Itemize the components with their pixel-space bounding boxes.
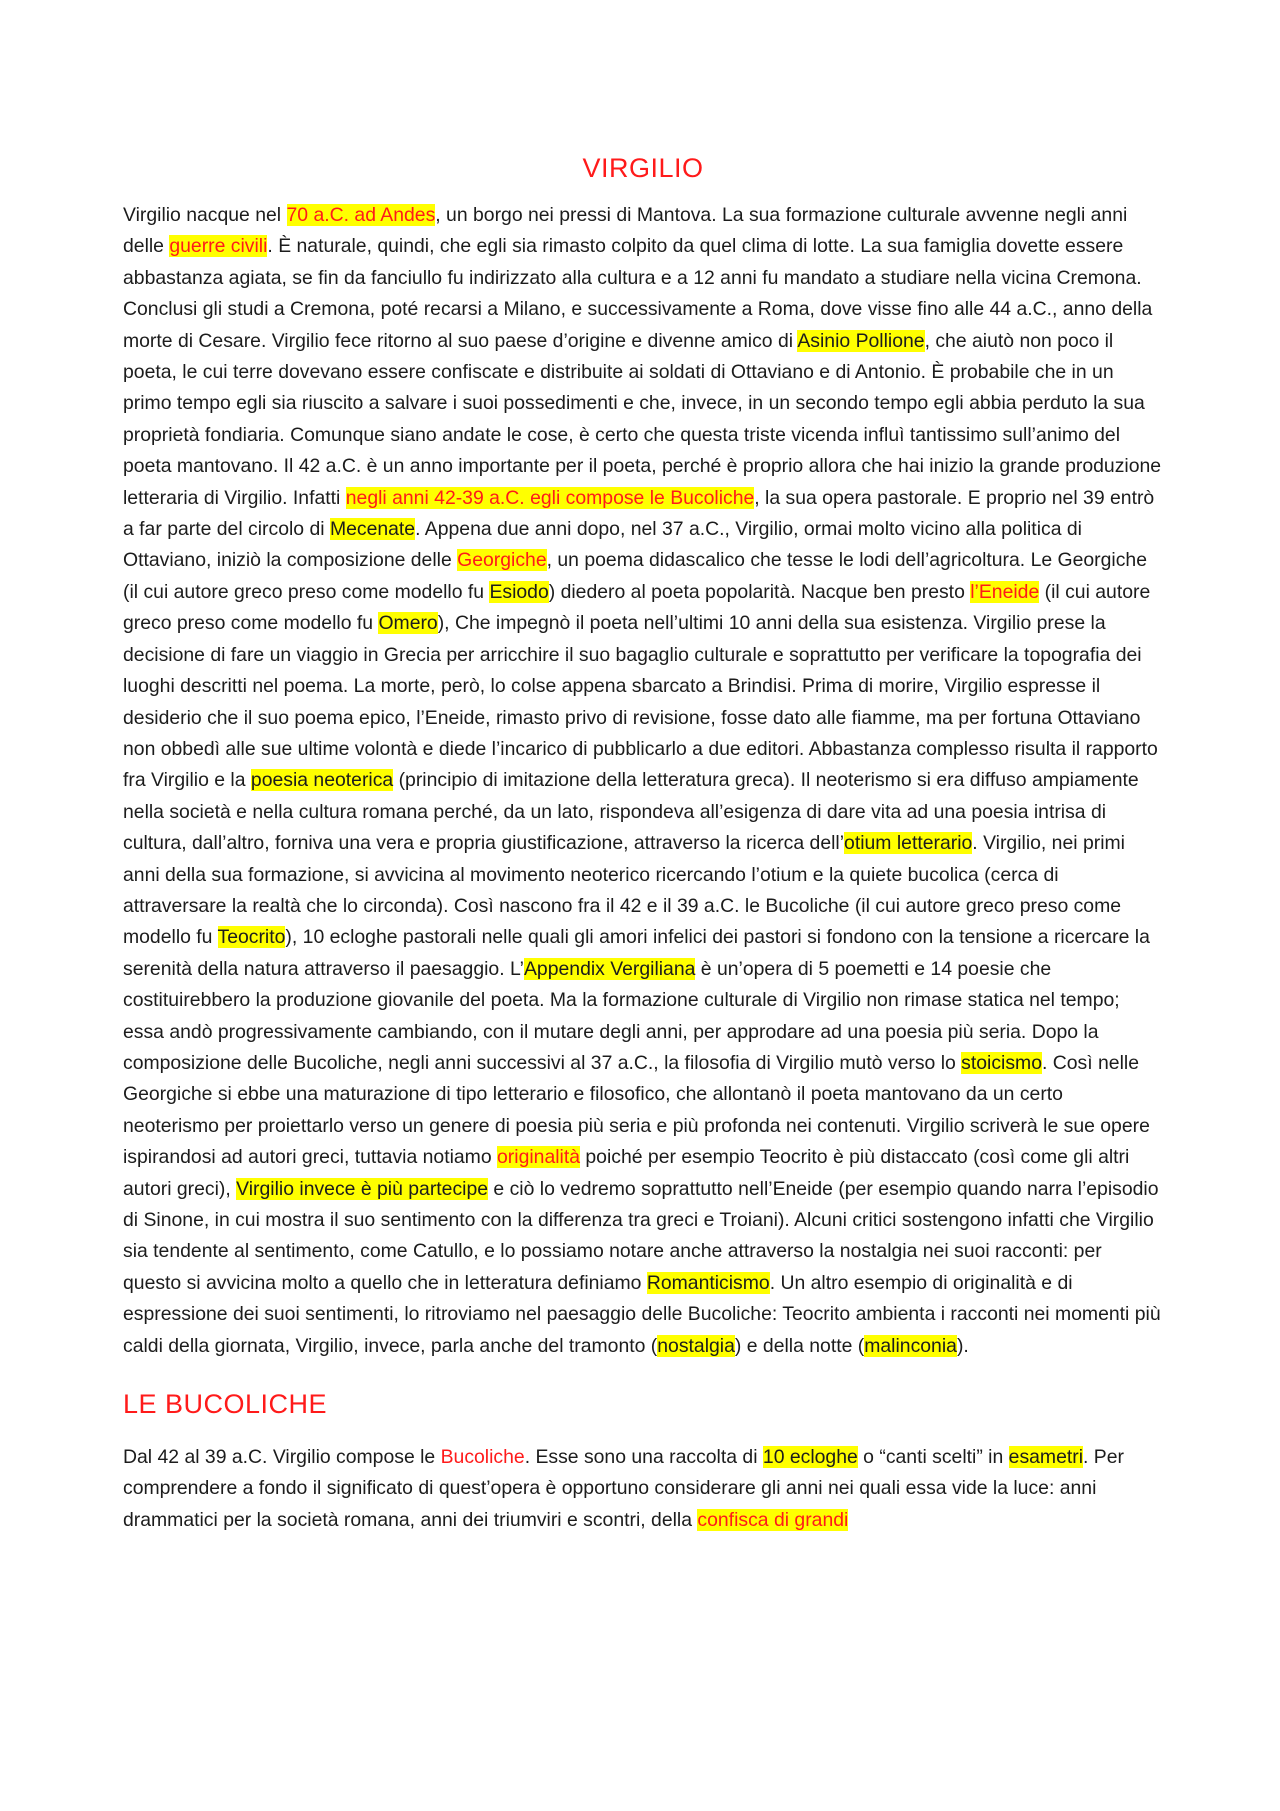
text-run: (principio di imitazione della letteratura greca). Il neoterismo si era diffuso ampiamente nella società e nella cultura romana perché, da un lato, rispondeva all’esigenza di dare vita ad una poesia intrisa di cultura, dall’altro, forniva una vera e propria giustificazione, attraverso la ricerca dell’ [123,769,1139,855]
highlighted-term: stoicismo [961,1051,1042,1074]
highlighted-term: Virgilio invece è più partecipe [236,1177,489,1200]
text-run: ). [956,1334,969,1357]
highlighted-term: otium letterario [844,832,973,855]
text-run: , la sua opera pastorale. E proprio nel 39 entrò a far parte del circolo di [123,486,1155,541]
text-run: ), Che impegnò il poeta nell’ultimi 10 anni della sua esistenza. Virgilio prese la decisione di fare un viaggio in Grecia per arricchire il suo bagaglio culturale e soprattutto per verificare la topografia dei luoghi descritti nel poema. La morte, però, lo colse appena sbarcato a Brindisi. Prima di morire, Virgilio espresse il desiderio che il suo poema epico, l’Eneide, rimasto privo di revisione, fosse dato alle fiamme, ma per fortuna Ottaviano non obbedì alle sue ultime volontà e diede l’incarico di pubblicarlo a due editori. Abbastanza complesso risulta il rapporto fra Virgilio e la [123,612,1158,792]
highlighted-term: Appendix Vergiliana [524,957,696,980]
highlighted-term: 10 ecloghe [762,1446,858,1469]
highlighted-term: Bucoliche [440,1446,525,1469]
text-run: ) diedero al poeta popolarità. Nacque ben presto [548,580,971,603]
text-run: ), 10 ecloghe pastorali nelle quali gli amori infelici dei pastori si fondono con la tensione a ricercare la serenità della natura attraverso il paesaggio. L’ [123,926,1150,980]
highlighted-term: esametri [1008,1446,1084,1469]
text-run: . Appena due anni dopo, nel 37 a.C., Virgilio, ormai molto vicino alla politica di Ottaviano, iniziò la composizione delle [123,518,1082,572]
text-run: (il cui autore greco preso come modello fu [123,580,1151,635]
highlighted-term: Omero [378,612,438,635]
text-run: , un borgo nei pressi di Mantova. La sua formazione culturale avvenne negli anni delle [123,204,1128,258]
text-run: o “canti scelti” in [857,1446,1009,1469]
section-title-bucoliche: LE BUCOLICHE [123,1389,328,1420]
document-page [123,150,1163,1536]
highlighted-term: negli anni 42-39 a.C. egli compose le Bucoliche [345,486,755,509]
text-run: Virgilio nacque nel [123,204,287,226]
highlighted-term: Romanticismo [646,1271,770,1294]
highlighted-term: Esiodo [489,580,549,603]
highlighted-term: Asinio Pollione [797,329,925,352]
text-run: e ciò lo vedremo soprattutto nell’Eneide (per esempio quando narra l’episodio di Sinone, in cui mostra il suo sentimento con la differenza tra greci e Troiani). Alcuni critici sostengono infatti che Virgilio sia tendente al sentimento, come Catullo, e lo possiamo notare anche attraverso la nostalgia nei suoi racconti: per questo si avvicina molto a quello che in letteratura definiamo [123,1177,1159,1294]
text-run: . È naturale, quindi, che egli sia rimasto colpito da quel clima di lotte. La sua famiglia dovette essere abbastanza agiata, se fin da fanciullo fu indirizzato alla cultura e a 12 anni fu mandato a studiare nella vicina Cremona. Conclusi gli studi a Cremona, poté recarsi a Milano, e successivamente a Roma, dove visse fino alle 44 a.C., anno della morte di Cesare. Virgilio fece ritorno al suo paese d’origine e divenne amico di [123,235,1153,352]
text-run: . Virgilio, nei primi anni della sua formazione, si avvicina al movimento neoterico ricercando l’otium e la quiete bucolica (cerca di attraversare la realtà che lo circonda). Così nascono fra il 42 e il 39 a.C. le Bucoliche (il cui autore greco preso come modello fu [123,832,1125,949]
highlighted-term: l’Eneide [970,580,1040,603]
text-run: . Così nelle Georgiche si ebbe una maturazione di tipo letterario e filosofico, che allontanò il poeta mantovano da un certo neoterismo per proiettarlo verso un genere di poesia più seria e più profonda nei contenuti. Virgilio scriverà le sue opere ispirandosi ad autori greci, tuttavia notiamo [123,1051,1150,1169]
text-run: poiché per esempio Teocrito è più distaccato (così come gli altri autori greci), [123,1146,1130,1200]
highlighted-term: confisca di grandi [697,1508,849,1531]
text-run: , che aiutò non poco il poeta, le cui terre dovevano essere confiscate e distribuite ai soldati di Ottaviano e di Antonio. È probabile che in un primo tempo egli sia riuscito a salvare i suoi possedimenti e che, invece, in un secondo tempo egli abbia perduto la sua proprietà fondiaria. Comunque siano andate le cose, è certo che questa triste vicenda influì tantissimo sull’animo del poeta mantovano. Il 42 a.C. è un anno importante per il poeta, perché è proprio allora che hai inizio la grande produzione letteraria di Virgilio. Infatti [123,329,1162,509]
highlighted-term: Teocrito [217,926,286,949]
highlighted-term: guerre civili [169,235,268,258]
highlighted-term: poesia neoterica [250,769,394,792]
highlighted-term: nostalgia [657,1334,735,1357]
highlighted-term: Georgiche [457,549,547,572]
text-run: Dal 42 al 39 a.C. Virgilio compose le [123,1446,441,1469]
highlighted-term: originalità [497,1146,581,1169]
highlighted-term: 70 a.C. ad Andes [286,204,436,226]
text-run: ) e della notte ( [734,1334,865,1357]
text-run: , un poema didascalico che tesse le lodi dell’agricoltura. Le Georgiche (il cui autore greco preso come modello fu [123,549,1147,603]
text-run: . Per comprendere a fondo il significato di quest’opera è opportuno considerare gli anni nei quali essa vide la luce: anni drammatici per la società romana, anni dei triumviri e scontri, della [123,1446,1124,1531]
highlighted-term: malinconia [864,1334,957,1357]
highlighted-term: Mecenate [329,518,416,541]
bucoliche-paragraph [123,1442,1163,1536]
biography-paragraph [123,200,1163,1362]
text-run: . Esse sono una raccolta di [524,1446,763,1469]
page-title: VIRGILIO [582,153,704,183]
text-run: . Un altro esempio di originalità e di espressione dei suoi sentimenti, lo ritroviamo nel paesaggio delle Bucoliche: Teocrito ambienta i racconti nei momenti più caldi della giornata, Virgilio, invece, parla anche del tramonto ( [123,1271,1161,1357]
text-run: è un’opera di 5 poemetti e 14 poesie che costituirebbero la produzione giovanile del poeta. Ma la formazione culturale di Virgilio non rimase statica nel tempo; essa andò progressivamente cambiando, con il mutare degli anni, per approdare ad una poesia più seria. Dopo la composizione delle Bucoliche, negli anni successivi al 37 a.C., la filosofia di Virgilio mutò verso lo [123,957,1120,1074]
